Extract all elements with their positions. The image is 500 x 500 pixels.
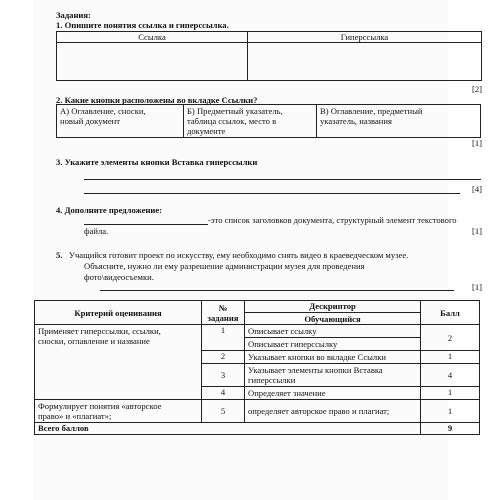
question-3-score: [4] xyxy=(471,184,482,194)
table-row xyxy=(35,400,480,423)
descriptor-score: 1 xyxy=(421,387,480,400)
descriptor-score: 1 xyxy=(421,400,480,423)
question-2-text: 2. Какие кнопки расположены во вкладке Ссылки? xyxy=(56,95,258,105)
question-2-score: [1] xyxy=(471,138,482,148)
question-4-sentence-line-2: файла. xyxy=(84,226,109,236)
question-3-text: 3. Укажите элементы кнопки Вставка гиперссылки xyxy=(56,157,258,167)
question-5-line-1: 5. Учащийся готовит проект по искусству, ему необходимо снять видео в краеведческом музее. xyxy=(56,250,409,260)
answer-line-q5[interactable] xyxy=(100,290,454,291)
criterion-1: Применяет гиперссылки, ссылки, сноски, оглавление и название xyxy=(35,325,202,400)
column-header-link: Ссылка xyxy=(57,32,248,43)
tasks-heading: Задания: xyxy=(56,10,91,20)
question-5-score: [1] xyxy=(471,282,482,292)
rubric-table xyxy=(34,300,480,435)
header-task-number: № задания xyxy=(202,301,245,325)
option-a[interactable]: А) Оглавление, сноски, новый документ xyxy=(57,105,184,138)
header-criterion: Критерий оценивания xyxy=(35,301,202,325)
descriptor: Определяет значение xyxy=(245,387,421,400)
question-5-line-3: фото\видеосъемки. xyxy=(84,272,154,282)
task-number: 4 xyxy=(202,387,245,400)
descriptor-score: 1 xyxy=(421,351,480,364)
answer-line-q3-2[interactable] xyxy=(84,193,460,194)
total-row xyxy=(35,423,480,435)
descriptor-score: 2 xyxy=(421,325,480,351)
task-number: 3 xyxy=(202,364,245,387)
task-number: 1 xyxy=(202,325,245,351)
question-5-text-1: Учащийся готовит проект по искусству, ему необходимо снять видео в краеведческом музее. xyxy=(62,250,409,260)
total-label: Всего баллов xyxy=(35,423,421,435)
column-header-hyperlink: Гиперссылка xyxy=(248,32,482,43)
descriptor: Описывает ссылку xyxy=(245,325,421,338)
descriptor: Указывает элементы кнопки Вставка гиперссылки xyxy=(245,364,421,387)
answer-line-q3-1[interactable] xyxy=(84,179,481,180)
total-score: 9 xyxy=(421,423,480,435)
question-5-line-2: Объясните, нужно ли ему разрешение администрации музея для проведения xyxy=(84,261,365,271)
question-2-options-table xyxy=(56,104,481,138)
answer-blank-q4[interactable] xyxy=(84,224,208,225)
descriptor-score: 4 xyxy=(421,364,480,387)
answer-cell-link[interactable] xyxy=(57,43,248,81)
question-1-score: [2] xyxy=(471,84,482,94)
answer-cell-hyperlink[interactable] xyxy=(248,43,482,81)
question-4-sentence-line-1: -это список заголовков документа, структурный элемент текстового xyxy=(208,215,457,225)
header-score: Балл xyxy=(421,301,480,325)
question-1-table xyxy=(56,31,482,81)
option-b[interactable]: Б) Предметный указатель, таблица ссылок, место в документе xyxy=(184,105,317,138)
task-number: 5 xyxy=(202,400,245,423)
header-descriptor: Дескриптор Обучающийся xyxy=(245,301,421,325)
question-4-text: 4. Дополните предложение: xyxy=(56,205,163,215)
descriptor: определяет авторское право и плагиат; xyxy=(245,400,421,423)
task-number: 2 xyxy=(202,351,245,364)
criterion-2: Формулирует понятия «авторское право» и «плагиат»; xyxy=(35,400,202,423)
worksheet-page xyxy=(34,0,482,500)
option-c[interactable]: В) Оглавление, предметный указатель, названия xyxy=(317,105,481,138)
question-4-score: [1] xyxy=(471,226,482,236)
descriptor: Описывает гиперссылку xyxy=(245,338,421,351)
descriptor: Указывает кнопки во вкладке Ссылки xyxy=(245,351,421,364)
question-1-text: 1. Опишите понятия ссылка и гиперссылка. xyxy=(56,20,229,30)
table-row xyxy=(35,325,480,338)
